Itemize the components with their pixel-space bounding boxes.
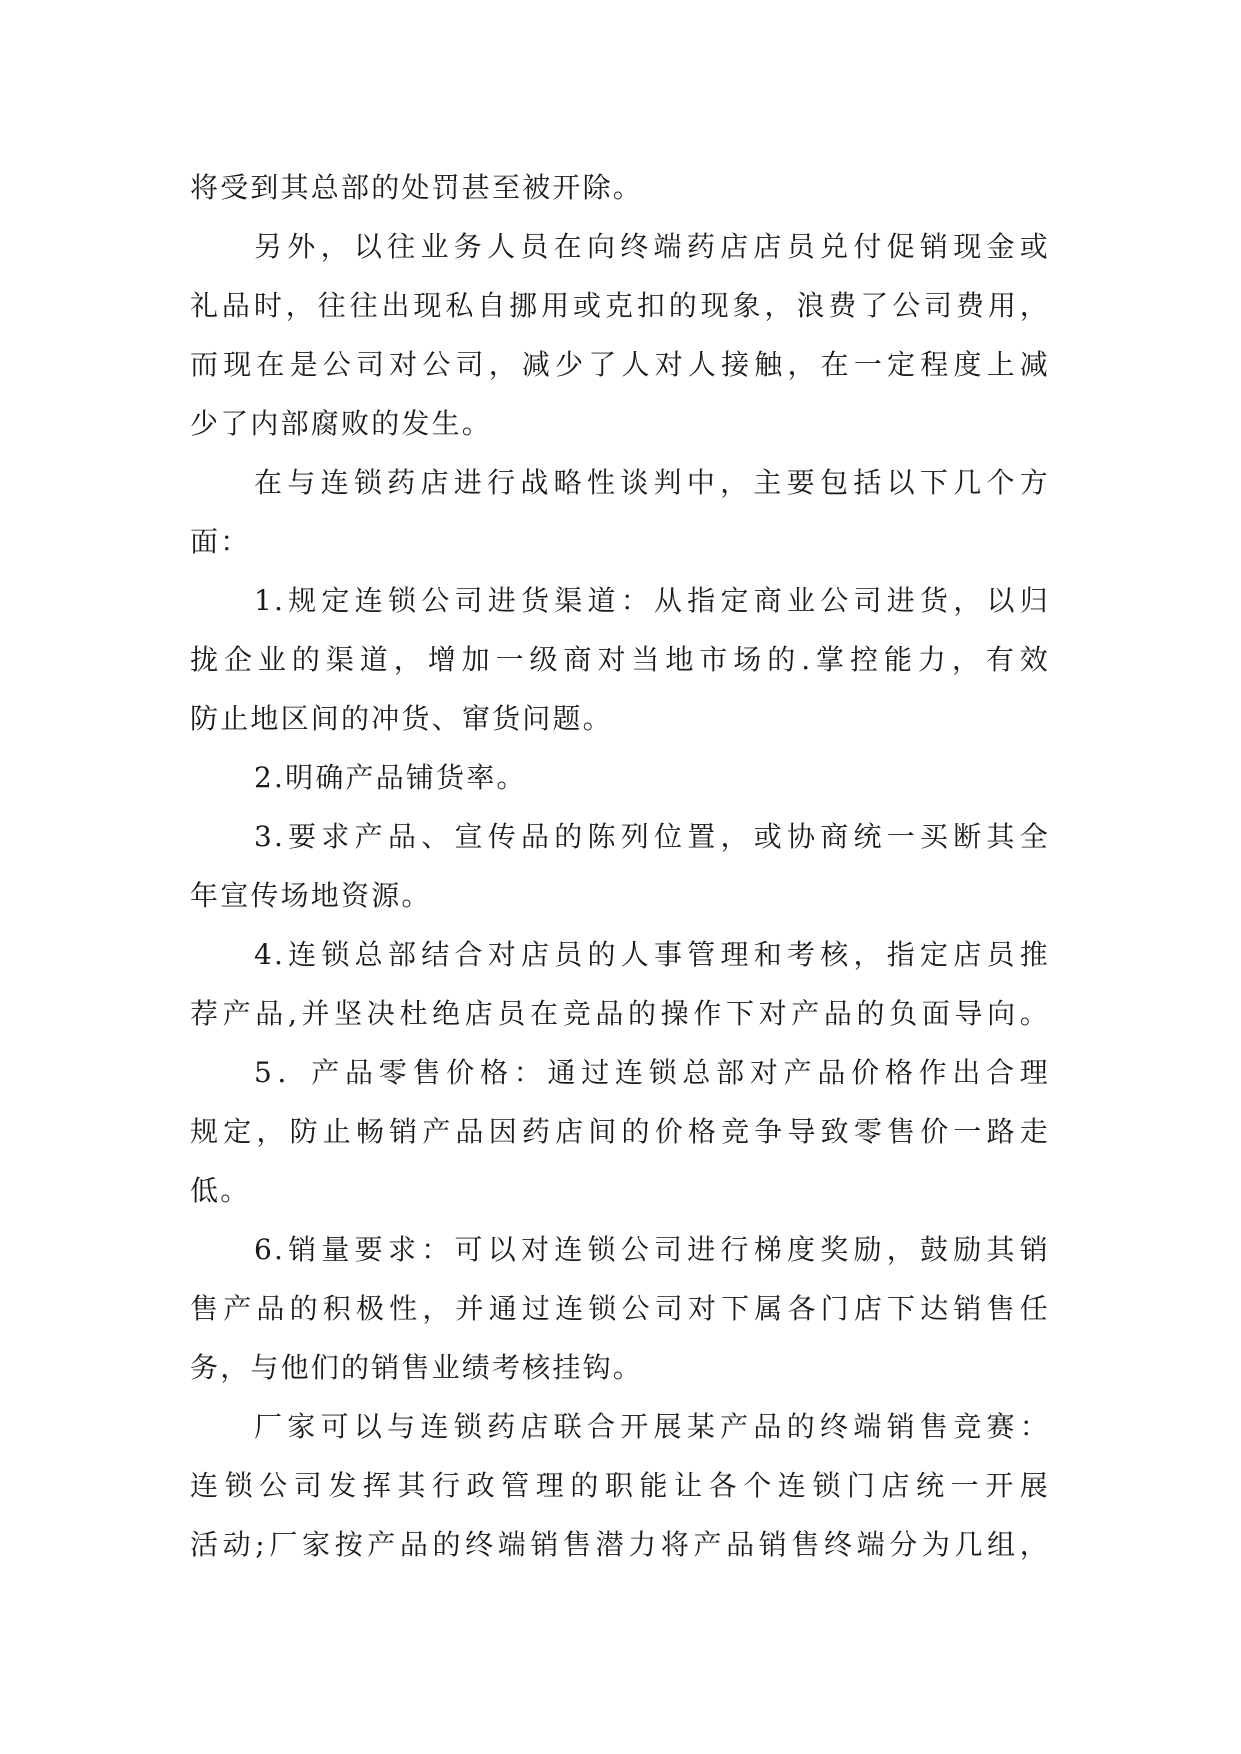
- text-line: 5．产品零售价格：通过连锁总部对产品价格作出合理: [254, 1056, 1050, 1089]
- text-line: 2.明确产品铺货率。: [254, 761, 527, 794]
- text-line: 少了内部腐败的发生。: [190, 407, 493, 440]
- text-line: 拢企业的渠道，增加一级商对当地市场的.掌控能力，有效: [190, 643, 1050, 676]
- text-line: 将受到其总部的处罚甚至被开除。: [190, 171, 644, 204]
- text-line: 6.销量要求：可以对连锁公司进行梯度奖励，鼓励其销: [254, 1233, 1050, 1266]
- text-line: 售产品的积极性，并通过连锁公司对下属各门店下达销售任: [190, 1292, 1050, 1325]
- text-line: 另外，以往业务人员在向终端药店店员兑付促销现金或: [254, 230, 1050, 263]
- text-line: 1.规定连锁公司进货渠道：从指定商业公司进货，以归: [254, 584, 1050, 617]
- text-line: 3.要求产品、宣传品的陈列位置，或协商统一买断其全: [254, 820, 1050, 853]
- text-line: 4.连锁总部结合对店员的人事管理和考核，指定店员推: [254, 938, 1050, 971]
- body-text: [190, 158, 1050, 1574]
- text-line: 荐产品,并坚决杜绝店员在竞品的操作下对产品的负面导向。: [190, 997, 1050, 1030]
- text-line: 厂家可以与连锁药店联合开展某产品的终端销售竞赛：: [254, 1410, 1050, 1443]
- text-line: 礼品时，往往出现私自挪用或克扣的现象，浪费了公司费用，: [190, 289, 1050, 322]
- text-line: 面：: [190, 525, 251, 558]
- text-line: 务，与他们的销售业绩考核挂钩。: [190, 1351, 644, 1384]
- text-line: 在与连锁药店进行战略性谈判中，主要包括以下几个方: [254, 466, 1050, 499]
- text-line: 连锁公司发挥其行政管理的职能让各个连锁门店统一开展: [190, 1469, 1050, 1502]
- text-line: 防止地区间的冲货、窜货问题。: [190, 702, 613, 735]
- text-line: 而现在是公司对公司，减少了人对人接触，在一定程度上减: [190, 348, 1050, 381]
- text-line: 低。: [190, 1174, 251, 1207]
- text-line: 规定，防止畅销产品因药店间的价格竞争导致零售价一路走: [190, 1115, 1050, 1148]
- text-line: 活动;厂家按产品的终端销售潜力将产品销售终端分为几组，: [190, 1528, 1050, 1561]
- text-line: 年宣传场地资源。: [190, 879, 432, 912]
